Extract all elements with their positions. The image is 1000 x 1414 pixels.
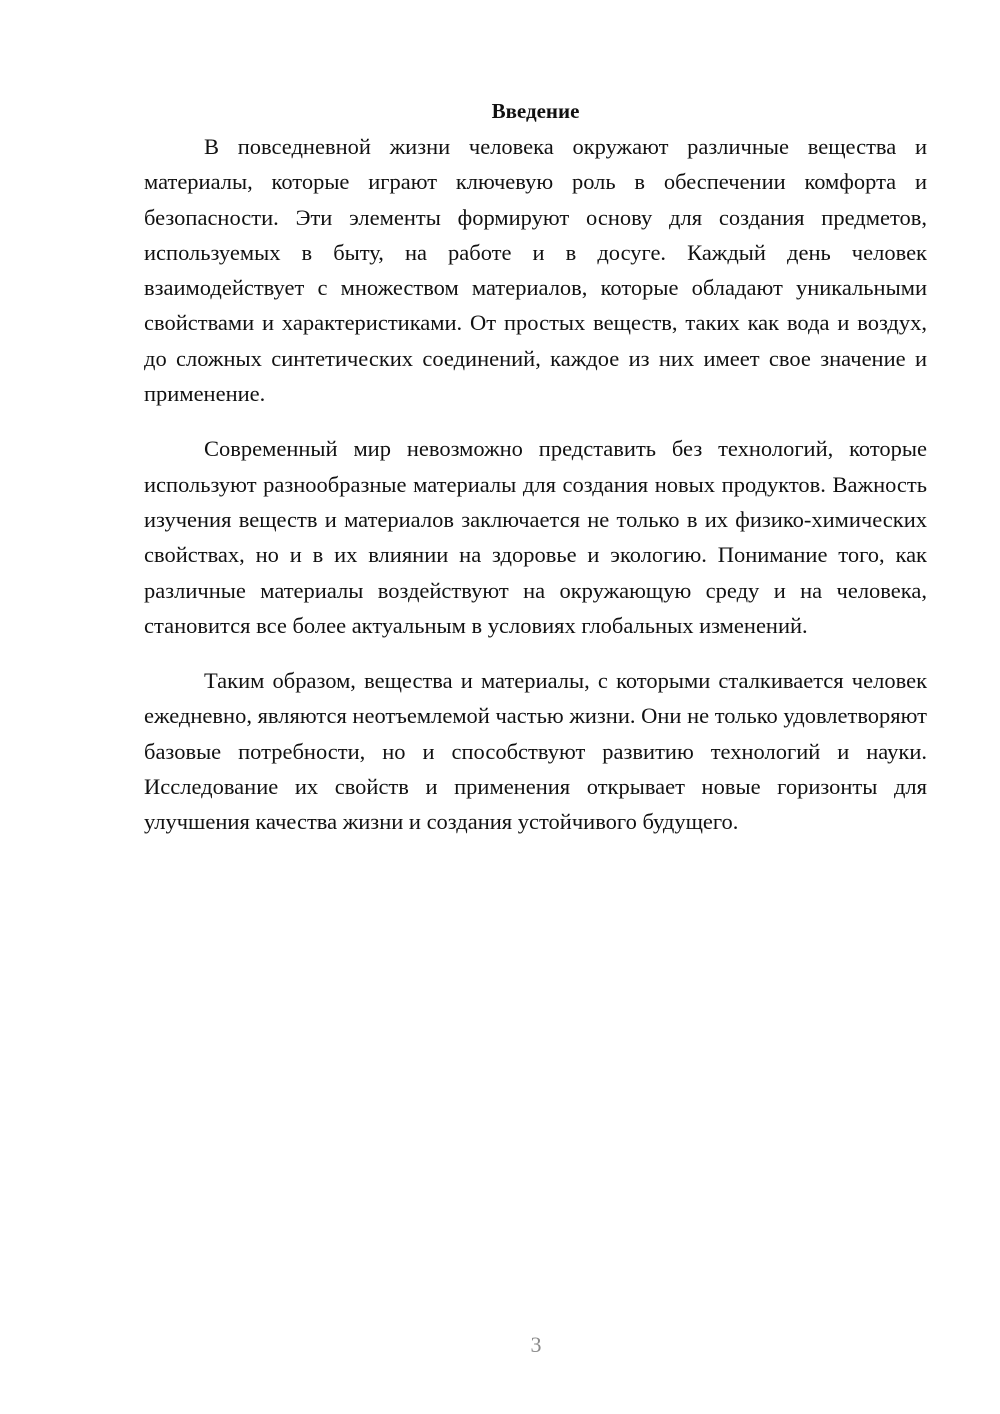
page-content bbox=[144, 94, 927, 840]
paragraph-2: Современный мир невозможно представить без технологий, которые используют разнообразные материалы для создания новых продуктов. Важность изучения веществ и материалов заключается не только в их физико-химических свойствах, но и в их влиянии на здоровье и экологию. Понимание того, как различные материалы воздействуют на окружающую среду и на человека, становится все более актуальным в условиях глобальных изменений. bbox=[144, 436, 927, 638]
page-number: 3 bbox=[530, 1332, 542, 1357]
page-title: Введение bbox=[491, 99, 580, 123]
paragraph-1: В повседневной жизни человека окружают различные вещества и материалы, которые играют ключевую роль в обеспечении комфорта и безопасности. Эти элементы формируют основу для создания предметов, используемых в быту, на работе и в досуге. Каждый день человек взаимодействует с множеством материалов, которые обладают уникальными свойствами и характеристиками. От простых веществ, таких как вода и воздух, до сложных синтетических соединений, каждое из них имеет свое значение и применение. bbox=[144, 134, 927, 407]
paragraph-3: Таким образом, вещества и материалы, с которыми сталкивается человек ежедневно, являются неотъемлемой частью жизни. Они не только удовлетворяют базовые потребности, но и способствуют развитию технологий и науки. Исследование их свойств и применения открывает новые горизонты для улучшения качества жизни и создания устойчивого будущего. bbox=[144, 668, 927, 835]
